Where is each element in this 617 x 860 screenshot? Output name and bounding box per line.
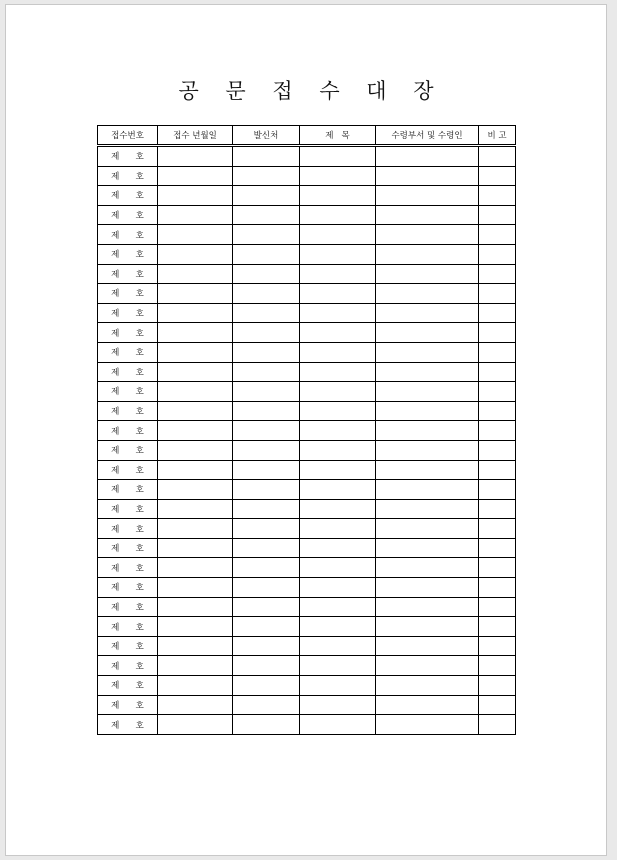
cell-recipient xyxy=(376,244,479,264)
cell-subject xyxy=(300,401,376,421)
cell-receipt-date xyxy=(158,695,233,715)
table-body xyxy=(98,146,516,735)
receipt-ledger-table xyxy=(97,125,516,735)
cell-receipt-date xyxy=(158,382,233,402)
cell-receipt-number: 제 호 xyxy=(98,676,158,696)
cell-receipt-date xyxy=(158,186,233,206)
cell-remarks xyxy=(479,656,516,676)
cell-sender xyxy=(233,205,300,225)
cell-sender xyxy=(233,225,300,245)
cell-remarks xyxy=(479,342,516,362)
cell-recipient xyxy=(376,499,479,519)
cell-recipient xyxy=(376,695,479,715)
cell-recipient xyxy=(376,676,479,696)
cell-subject xyxy=(300,499,376,519)
cell-receipt-number: 제 호 xyxy=(98,597,158,617)
cell-subject xyxy=(300,205,376,225)
cell-subject xyxy=(300,715,376,735)
cell-remarks xyxy=(479,578,516,598)
cell-recipient xyxy=(376,656,479,676)
header-subject: 제 목 xyxy=(300,126,376,146)
cell-recipient xyxy=(376,284,479,304)
table-row xyxy=(98,421,516,441)
cell-remarks xyxy=(479,362,516,382)
cell-subject xyxy=(300,538,376,558)
table-row xyxy=(98,460,516,480)
cell-receipt-date xyxy=(158,636,233,656)
table-header-row xyxy=(98,126,516,146)
cell-sender xyxy=(233,538,300,558)
cell-receipt-date xyxy=(158,656,233,676)
cell-receipt-date xyxy=(158,440,233,460)
cell-receipt-number: 제 호 xyxy=(98,186,158,206)
table-row xyxy=(98,695,516,715)
cell-receipt-date xyxy=(158,244,233,264)
cell-receipt-number: 제 호 xyxy=(98,244,158,264)
cell-subject xyxy=(300,225,376,245)
cell-receipt-date xyxy=(158,166,233,186)
cell-recipient xyxy=(376,460,479,480)
cell-sender xyxy=(233,597,300,617)
cell-sender xyxy=(233,401,300,421)
cell-receipt-date xyxy=(158,205,233,225)
cell-subject xyxy=(300,166,376,186)
cell-recipient xyxy=(376,225,479,245)
cell-sender xyxy=(233,342,300,362)
cell-recipient xyxy=(376,440,479,460)
header-recipient-department: 수령부서 및 수령인 xyxy=(376,126,479,146)
cell-sender xyxy=(233,440,300,460)
table-row xyxy=(98,715,516,735)
header-receipt-date: 접수 년월일 xyxy=(158,126,233,146)
cell-receipt-number: 제 호 xyxy=(98,578,158,598)
cell-remarks xyxy=(479,440,516,460)
cell-sender xyxy=(233,460,300,480)
cell-remarks xyxy=(479,538,516,558)
cell-receipt-date xyxy=(158,480,233,500)
cell-subject xyxy=(300,362,376,382)
table-row xyxy=(98,205,516,225)
cell-subject xyxy=(300,303,376,323)
table-row xyxy=(98,323,516,343)
cell-sender xyxy=(233,558,300,578)
cell-receipt-date xyxy=(158,460,233,480)
table-row xyxy=(98,676,516,696)
cell-receipt-date xyxy=(158,284,233,304)
cell-remarks xyxy=(479,225,516,245)
cell-receipt-date xyxy=(158,715,233,735)
cell-sender xyxy=(233,715,300,735)
table-row xyxy=(98,303,516,323)
cell-recipient xyxy=(376,303,479,323)
cell-recipient xyxy=(376,421,479,441)
cell-sender xyxy=(233,362,300,382)
cell-receipt-number: 제 호 xyxy=(98,656,158,676)
cell-receipt-date xyxy=(158,617,233,637)
table-row xyxy=(98,401,516,421)
header-sender: 발신처 xyxy=(233,126,300,146)
cell-remarks xyxy=(479,636,516,656)
table-row xyxy=(98,166,516,186)
cell-remarks xyxy=(479,264,516,284)
cell-remarks xyxy=(479,558,516,578)
cell-subject xyxy=(300,695,376,715)
cell-subject xyxy=(300,342,376,362)
cell-recipient xyxy=(376,401,479,421)
cell-recipient xyxy=(376,538,479,558)
cell-sender xyxy=(233,636,300,656)
document-page xyxy=(5,4,607,856)
cell-remarks xyxy=(479,617,516,637)
cell-subject xyxy=(300,519,376,539)
cell-receipt-date xyxy=(158,323,233,343)
table-row xyxy=(98,264,516,284)
cell-recipient xyxy=(376,578,479,598)
cell-recipient xyxy=(376,382,479,402)
cell-recipient xyxy=(376,636,479,656)
cell-receipt-number: 제 호 xyxy=(98,715,158,735)
cell-receipt-date xyxy=(158,303,233,323)
cell-recipient xyxy=(376,166,479,186)
cell-receipt-date xyxy=(158,225,233,245)
cell-receipt-date xyxy=(158,146,233,167)
cell-receipt-date xyxy=(158,578,233,598)
cell-receipt-number: 제 호 xyxy=(98,401,158,421)
cell-sender xyxy=(233,676,300,696)
document-title: 공 문 접 수 대 장 xyxy=(178,79,444,103)
cell-subject xyxy=(300,578,376,598)
cell-subject xyxy=(300,323,376,343)
cell-remarks xyxy=(479,715,516,735)
cell-subject xyxy=(300,284,376,304)
table-row xyxy=(98,284,516,304)
cell-receipt-date xyxy=(158,264,233,284)
cell-sender xyxy=(233,382,300,402)
cell-subject xyxy=(300,440,376,460)
cell-sender xyxy=(233,186,300,206)
cell-remarks xyxy=(479,695,516,715)
cell-receipt-date xyxy=(158,362,233,382)
cell-sender xyxy=(233,499,300,519)
cell-receipt-number: 제 호 xyxy=(98,303,158,323)
cell-receipt-number: 제 호 xyxy=(98,499,158,519)
cell-recipient xyxy=(376,597,479,617)
cell-receipt-date xyxy=(158,401,233,421)
cell-recipient xyxy=(376,146,479,167)
cell-recipient xyxy=(376,323,479,343)
table-row xyxy=(98,440,516,460)
cell-remarks xyxy=(479,186,516,206)
cell-sender xyxy=(233,323,300,343)
cell-subject xyxy=(300,617,376,637)
cell-receipt-number: 제 호 xyxy=(98,538,158,558)
table-row xyxy=(98,636,516,656)
cell-subject xyxy=(300,597,376,617)
cell-recipient xyxy=(376,480,479,500)
cell-receipt-number: 제 호 xyxy=(98,146,158,167)
cell-remarks xyxy=(479,460,516,480)
table-row xyxy=(98,558,516,578)
cell-subject xyxy=(300,244,376,264)
table-row xyxy=(98,499,516,519)
cell-sender xyxy=(233,480,300,500)
cell-remarks xyxy=(479,421,516,441)
cell-sender xyxy=(233,519,300,539)
cell-subject xyxy=(300,146,376,167)
cell-subject xyxy=(300,264,376,284)
cell-receipt-number: 제 호 xyxy=(98,264,158,284)
cell-receipt-number: 제 호 xyxy=(98,323,158,343)
cell-subject xyxy=(300,460,376,480)
cell-receipt-date xyxy=(158,558,233,578)
cell-remarks xyxy=(479,401,516,421)
cell-subject xyxy=(300,382,376,402)
cell-receipt-date xyxy=(158,342,233,362)
cell-recipient xyxy=(376,617,479,637)
cell-remarks xyxy=(479,676,516,696)
cell-remarks xyxy=(479,244,516,264)
cell-subject xyxy=(300,421,376,441)
cell-recipient xyxy=(376,264,479,284)
table-row xyxy=(98,617,516,637)
table-row xyxy=(98,538,516,558)
table-row xyxy=(98,146,516,167)
cell-sender xyxy=(233,578,300,598)
cell-receipt-number: 제 호 xyxy=(98,636,158,656)
cell-receipt-number: 제 호 xyxy=(98,480,158,500)
cell-sender xyxy=(233,695,300,715)
cell-recipient xyxy=(376,362,479,382)
cell-sender xyxy=(233,146,300,167)
cell-receipt-number: 제 호 xyxy=(98,225,158,245)
cell-remarks xyxy=(479,480,516,500)
cell-sender xyxy=(233,244,300,264)
table-row xyxy=(98,597,516,617)
cell-recipient xyxy=(376,558,479,578)
cell-sender xyxy=(233,617,300,637)
cell-receipt-number: 제 호 xyxy=(98,205,158,225)
cell-remarks xyxy=(479,205,516,225)
cell-sender xyxy=(233,264,300,284)
table-row xyxy=(98,342,516,362)
cell-subject xyxy=(300,558,376,578)
cell-remarks xyxy=(479,323,516,343)
cell-receipt-number: 제 호 xyxy=(98,695,158,715)
cell-subject xyxy=(300,480,376,500)
cell-recipient xyxy=(376,715,479,735)
cell-sender xyxy=(233,166,300,186)
cell-remarks xyxy=(479,519,516,539)
cell-remarks xyxy=(479,146,516,167)
cell-receipt-number: 제 호 xyxy=(98,558,158,578)
cell-receipt-date xyxy=(158,676,233,696)
cell-receipt-number: 제 호 xyxy=(98,460,158,480)
table-row xyxy=(98,578,516,598)
cell-receipt-date xyxy=(158,421,233,441)
table-row xyxy=(98,244,516,264)
cell-recipient xyxy=(376,342,479,362)
cell-receipt-number: 제 호 xyxy=(98,519,158,539)
cell-sender xyxy=(233,656,300,676)
cell-remarks xyxy=(479,166,516,186)
cell-receipt-number: 제 호 xyxy=(98,440,158,460)
cell-receipt-number: 제 호 xyxy=(98,421,158,441)
cell-receipt-number: 제 호 xyxy=(98,284,158,304)
cell-receipt-number: 제 호 xyxy=(98,362,158,382)
cell-sender xyxy=(233,284,300,304)
table-row xyxy=(98,362,516,382)
cell-receipt-date xyxy=(158,597,233,617)
cell-recipient xyxy=(376,519,479,539)
cell-subject xyxy=(300,186,376,206)
cell-remarks xyxy=(479,303,516,323)
cell-sender xyxy=(233,421,300,441)
table-row xyxy=(98,480,516,500)
cell-remarks xyxy=(479,597,516,617)
cell-remarks xyxy=(479,499,516,519)
header-remarks: 비 고 xyxy=(479,126,516,146)
cell-sender xyxy=(233,303,300,323)
cell-subject xyxy=(300,636,376,656)
cell-remarks xyxy=(479,284,516,304)
table-row xyxy=(98,186,516,206)
cell-receipt-date xyxy=(158,538,233,558)
cell-recipient xyxy=(376,205,479,225)
cell-subject xyxy=(300,656,376,676)
header-receipt-number: 접수번호 xyxy=(98,126,158,146)
cell-receipt-number: 제 호 xyxy=(98,382,158,402)
cell-receipt-number: 제 호 xyxy=(98,342,158,362)
cell-subject xyxy=(300,676,376,696)
table-row xyxy=(98,225,516,245)
cell-receipt-number: 제 호 xyxy=(98,617,158,637)
cell-remarks xyxy=(479,382,516,402)
table-row xyxy=(98,519,516,539)
cell-recipient xyxy=(376,186,479,206)
cell-receipt-date xyxy=(158,499,233,519)
cell-receipt-number: 제 호 xyxy=(98,166,158,186)
table-row xyxy=(98,656,516,676)
cell-receipt-date xyxy=(158,519,233,539)
table-row xyxy=(98,382,516,402)
